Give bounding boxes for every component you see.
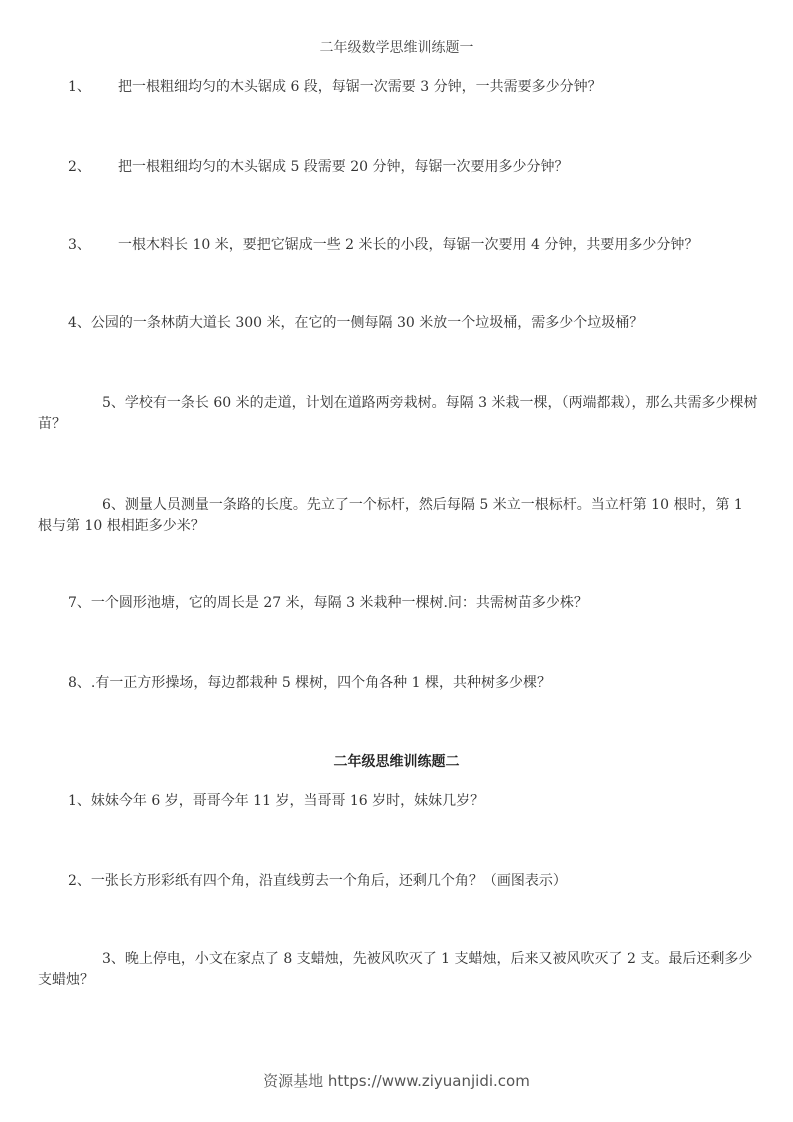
question-1-3 <box>68 235 788 256</box>
question-number: 5、 <box>102 395 125 411</box>
question-number: 2、 <box>68 159 91 175</box>
question-number: 3、 <box>102 951 125 967</box>
question-number: 8、 <box>68 675 91 691</box>
question-1-5 <box>38 393 760 435</box>
question-text: 把一根粗细均匀的木头锯成 5 段需要 20 分钟，每锯一次要用多少分钟？ <box>118 159 569 175</box>
question-2-3 <box>38 949 760 991</box>
question-1-1 <box>68 77 768 98</box>
section1-title: 二年级数学思维训练题一 <box>319 40 474 56</box>
question-text: 一根木料长 10 米，要把它锯成一些 2 米长的小段，每锯一次要用 4 分钟，共要用多少分钟？ <box>118 237 699 253</box>
question-1-7 <box>68 593 768 614</box>
question-1-4 <box>68 313 768 334</box>
question-2-2 <box>68 871 768 892</box>
question-number: 1、 <box>68 793 91 809</box>
question-text: 学校有一条长 60 米的走道，计划在道路两旁栽树。每隔 3 米栽一棵，（两端都栽），那么共需多少棵树苗？ <box>38 395 758 432</box>
question-number: 3、 <box>68 237 91 253</box>
question-2-1 <box>68 791 768 812</box>
question-text: 一张长方形彩纸有四个角，沿直线剪去一个角后，还剩几个角？（画图表示） <box>90 873 567 889</box>
question-1-6 <box>38 495 760 537</box>
question-number: 1、 <box>68 79 91 95</box>
question-text: 一个圆形池塘，它的周长是 27 米，每隔 3 米栽种一棵树.问：共需树苗多少株？ <box>90 595 588 611</box>
question-text: .有一正方形操场，每边都栽种 5 棵树，四个角各种 1 棵，共种树多少棵？ <box>90 675 551 691</box>
question-1-2 <box>68 157 768 178</box>
question-text: 晚上停电，小文在家点了 8 支蜡烛，先被风吹灭了 1 支蜡烛，后来又被风吹灭了 2 支。最后还剩多少支蜡烛？ <box>38 951 753 988</box>
question-number: 4、 <box>68 315 91 331</box>
section2-title: 二年级思维训练题二 <box>333 754 460 770</box>
question-text: 把一根粗细均匀的木头锯成 6 段，每锯一次需要 3 分钟，一共需要多少分钟？ <box>118 79 602 95</box>
question-number: 6、 <box>102 497 125 513</box>
question-text: 妹妹今年 6 岁，哥哥今年 11 岁，当哥哥 16 岁时，妹妹几岁？ <box>90 793 485 809</box>
question-number: 2、 <box>68 873 91 889</box>
question-text: 公园的一条林荫大道长 300 米，在它的一侧每隔 30 米放一个垃圾桶，需多少个垃圾桶？ <box>90 315 644 331</box>
footer-watermark: 资源基地 https://www.ziyuanjidi.com <box>263 1072 530 1090</box>
question-text: 测量人员测量一条路的长度。先立了一个标杆，然后每隔 5 米立一根标杆。当立杆第 10 根时，第 1 根与第 10 根相距多少米？ <box>38 497 743 534</box>
question-1-8 <box>68 673 768 694</box>
question-number: 7、 <box>68 595 91 611</box>
